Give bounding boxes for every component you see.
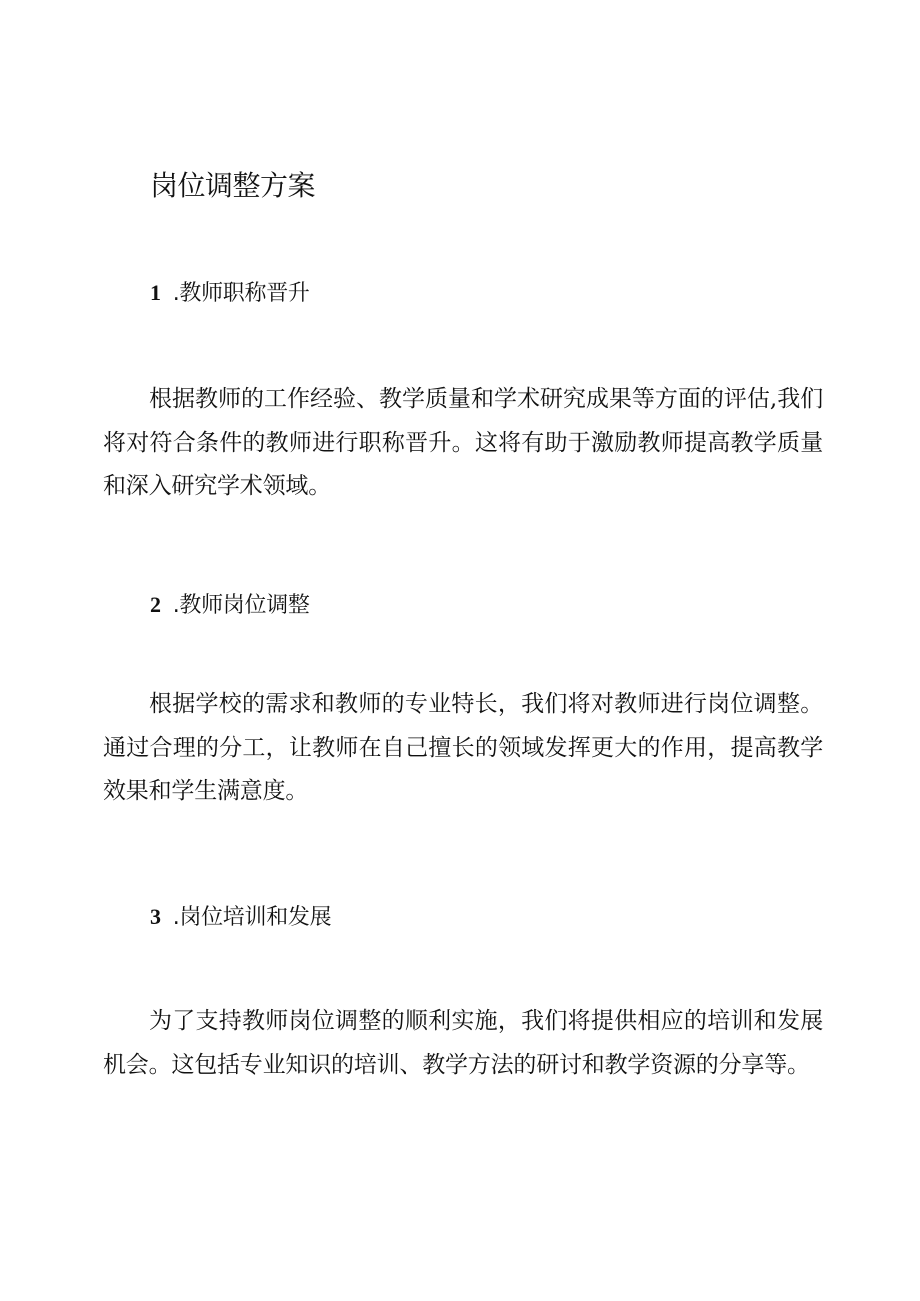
section-paragraph-3: 为了支持教师岗位调整的顺利实施，我们将提供相应的培训和发展机会。这包括专业知识的培训、教学方法的研讨和教学资源的分享等。 <box>103 1008 823 1078</box>
section-heading-1 <box>150 277 310 310</box>
section-heading-text-3: .岗位培训和发展 <box>172 905 332 930</box>
section-number-3: 3 <box>150 904 161 929</box>
section-heading-2 <box>150 589 310 622</box>
section-number-2: 2 <box>150 592 161 617</box>
section-heading-text-2: .教师岗位调整 <box>172 593 310 618</box>
section-heading-3 <box>150 901 331 934</box>
section-heading-text-1: .教师职称晋升 <box>172 281 310 306</box>
section-paragraph-1: 根据教师的工作经验、教学质量和学术研究成果等方面的评估,我们将对符合条件的教师进行职称晋升。这将有助于激励教师提高教学质量和深入研究学术领域。 <box>103 386 823 499</box>
section-paragraph-2: 根据学校的需求和教师的专业特长，我们将对教师进行岗位调整。通过合理的分工，让教师在自己擅长的领域发挥更大的作用，提高教学效果和学生满意度。 <box>103 691 823 804</box>
document-title: 岗位调整方案 <box>150 169 316 202</box>
section-number-1: 1 <box>150 280 161 305</box>
